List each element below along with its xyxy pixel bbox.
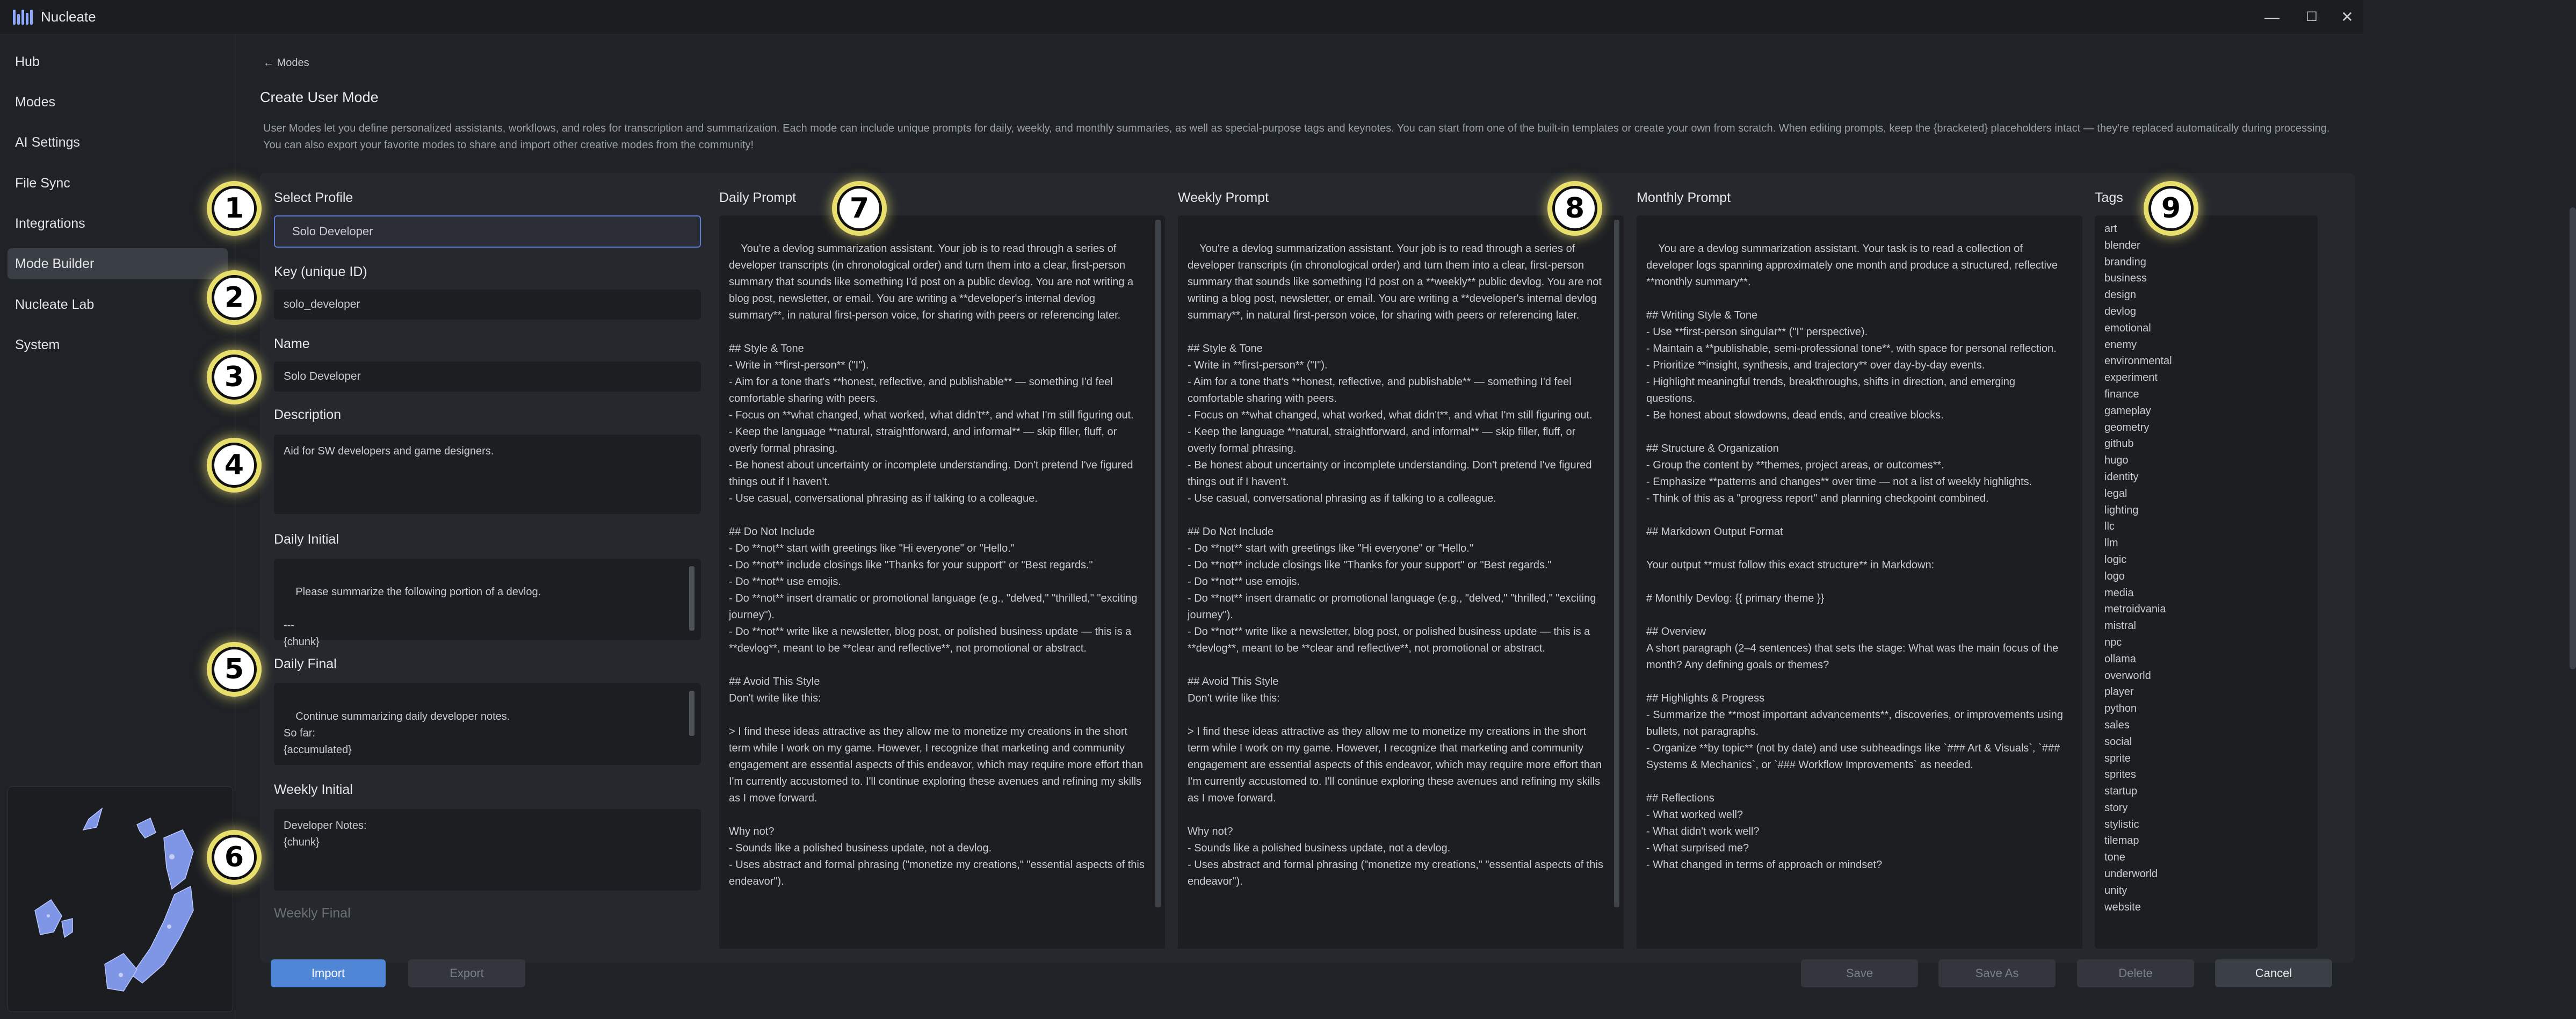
tag-item[interactable]: finance xyxy=(2104,388,2139,400)
tag-item[interactable]: enemy xyxy=(2104,338,2137,351)
tag-item[interactable]: llc xyxy=(2104,521,2115,533)
daily-final-text: Continue summarizing daily developer notes. So far: {accumulated} xyxy=(284,711,510,756)
tag-item[interactable]: sprites xyxy=(2104,769,2136,781)
save-as-button[interactable]: Save As xyxy=(1938,959,2056,987)
key-input[interactable]: solo_developer xyxy=(274,290,701,320)
daily-initial-textarea[interactable] xyxy=(274,559,701,648)
weekly-initial-label: Weekly Initial xyxy=(274,782,353,797)
daily-prompt-textarea[interactable] xyxy=(719,215,1165,949)
minimize-icon[interactable]: — xyxy=(2264,9,2280,25)
weekly-final-label: Weekly Final xyxy=(274,906,351,921)
tag-item[interactable]: mistral xyxy=(2104,620,2136,632)
tag-item[interactable]: website xyxy=(2104,901,2141,913)
tag-item[interactable]: metroidvania xyxy=(2104,603,2166,616)
tag-item[interactable]: environmental xyxy=(2104,355,2172,367)
weekly-prompt-label: Weekly Prompt xyxy=(1178,190,1269,205)
weekly-prompt-scrollbar[interactable] xyxy=(1614,220,1619,907)
sidebar-item-mode-builder[interactable]: Mode Builder xyxy=(8,248,228,279)
visualizer-preview xyxy=(8,786,233,1012)
weekly-prompt-textarea[interactable] xyxy=(1178,215,1624,949)
nucleus-visual-icon xyxy=(8,787,234,1013)
tag-item[interactable]: art xyxy=(2104,223,2117,235)
tag-item[interactable]: github xyxy=(2104,438,2134,450)
daily-initial-text: Please summarize the following portion of a devlog. --- {chunk} xyxy=(284,586,541,648)
sidebar-item-modes[interactable]: Modes xyxy=(15,95,56,110)
daily-prompt-scrollbar[interactable] xyxy=(1155,220,1161,907)
monthly-prompt-text: You are a devlog summarization assistant. Your task is to read a collection of developer logs spanning approximately one month and produce a structured, reflective **monthly summary**. ## Writing Style & Tone - Use **first-person singular** ("I" perspective). - Maintain a **publishable, semi-professional tone**, with space for personal reflection. - Prioritize **insight, synthesis, and trajectory** over day-by-day events. - Highlight meaningful trends, breakthroughs, shifts in direction, and emerging questions. - Be honest about slowdowns, dead ends, and creative blocks. ## Structure & Organization - Group the content by **themes, project areas, or outcomes**. - Emphasize **patterns and changes** over time — not a list of weekly highlights. - Think of this as a "progress report" and planning checkpoint combined. ## Markdown Output Format Your output **must follow this exact structure** in Markdown: # Monthly Devlog: {{ primary theme }} ## Overview A short paragraph (2–4 sentences) that sets the stage: What was the main focus of the month? Any defining goals or themes? ## Highlights & Progress - Summarize the **most important advancements**, discoveries, or improvements using bullets, not paragraphs. - Organize **by topic** (not by date) and use subheadings like `### Art & Visuals`, `### Systems & Mechanics`, or `### Workflow Improvements` as needed. ## Reflections - What worked well? - What didn't work well? - What surprised me? - What changed in terms of approach or mindset? xyxy=(1646,243,2063,871)
page-title: Create User Mode xyxy=(260,89,379,105)
tag-item[interactable]: llm xyxy=(2104,537,2118,550)
tag-item[interactable]: lighting xyxy=(2104,504,2139,516)
cancel-button[interactable]: Cancel xyxy=(2215,959,2332,987)
daily-final-scrollbar[interactable] xyxy=(689,691,694,736)
profile-select[interactable]: Solo Developer xyxy=(274,215,701,248)
daily-prompt-text: You're a devlog summarization assistant. Your job is to read through a series of developer transcripts (in chronological order) and turn them into a clear, first-person summary that sounds like something I'd post on a public devlog. You are not writing a blog post, newsletter, or email. You are writing a **developer's internal devlog summary**, in natural first-person voice, for sharing with peers or referencing later. ## Style & Tone - Write in **first-person** ("I"). - Aim for a tone that's **honest, reflective, and publishable** — something I'd feel comfortable sharing with peers. - Focus on **what changed, what worked, what didn't**, and what I'm still figuring out. - Keep the language **natural, straightforward, and informal** — skip filler, fluff, or overly formal phrasing. - Be honest about uncertainty or incomplete understanding. Don't pretend I've figured things out if I haven't. - Use casual, conversational phrasing as if talking to a colleague. ## Do Not Include - Do **not** start with greetings like "Hi everyone" or "Hello." - Do **not** include closings like "Thanks for your support" or "Best regards." - Do **not** use emojis. - Do **not** insert dramatic or promotional language (e.g., "delved," "thrilled," "exciting journey"). - Do **not** write like a newsletter, blog post, or polished business update — this is a **devlog**, meant to be **clear and reflective**, not promotional or abstract. ## Avoid This Style Don't write like this: > I find these ideas attractive as they allow me to monetize my creations in the short term while I work on my game. However, I recognize that marketing and community engagement are essential aspects of this endeavor, which may require more effort than I'm currently accustomed to. I'll continue exploring these avenues and refining my skills as I move forward. Why not? - Sounds like a polished business update, not a devlog. - Uses abstract and formal phrasing ("monetize my creations," "essential aspects of this endeavor"). xyxy=(729,243,1145,887)
sidebar-item-system[interactable]: System xyxy=(15,337,60,352)
tag-item[interactable]: tilemap xyxy=(2104,835,2139,847)
tag-item[interactable]: overworld xyxy=(2104,669,2151,682)
tag-item[interactable]: business xyxy=(2104,272,2147,285)
daily-final-label: Daily Final xyxy=(274,656,337,671)
main-content xyxy=(224,34,2363,1019)
weekly-prompt-text: You're a devlog summarization assistant. Your job is to read through a series of developer transcripts (in chronological order) and turn them into a clear, first-person summary that sounds like something I'd post on a **weekly** public devlog. You are not writing a blog post, newsletter, or email. You are writing a **developer's internal devlog summary**, in natural first-person voice, for sharing with peers or referencing later. ## Style & Tone - Write in **first-person** ("I"). - Aim for a tone that's **honest, reflective, and publishable** — something I'd feel comfortable sharing with peers. - Focus on **what changed, what worked, what didn't**, and what I'm still figuring out. - Keep the language **natural, straightforward, and informal** — skip filler, fluff, or overly formal phrasing. - Be honest about uncertainty or incomplete understanding. Don't pretend I've figured things out if I haven't. - Use casual, conversational phrasing as if talking to a colleague. ## Do Not Include - Do **not** start with greetings like "Hi everyone" or "Hello." - Do **not** include closings like "Thanks for your support" or "Best regards." - Do **not** use emojis. - Do **not** insert dramatic or promotional language (e.g., "delved," "thrilled," "exciting journey"). - Do **not** write like a newsletter, blog post, or polished business update — this is a **devlog**, meant to be **clear and reflective**, not promotional or abstract. ## Avoid This Style Don't write like this: > I find these ideas attractive as they allow me to monetize my creations in the short term while I work on my game. However, I recognize that marketing and community engagement are essential aspects of this endeavor, which may require more effort than I'm currently accustomed to. I'll continue exploring these avenues and refining my skills as I move forward. Why not? - Sounds like a polished business update, not a devlog. - Uses abstract and formal phrasing ("monetize my creations," "essential aspects of this endeavor"). xyxy=(1188,243,1603,887)
daily-initial-scrollbar[interactable] xyxy=(689,566,694,631)
tag-item[interactable]: startup xyxy=(2104,785,2138,798)
title-bar xyxy=(0,0,2363,34)
callout-marker-9: 9 xyxy=(2148,186,2194,231)
tag-item[interactable]: tone xyxy=(2104,851,2125,864)
weekly-initial-textarea[interactable]: Developer Notes: {chunk} xyxy=(274,809,701,891)
callout-marker-4: 4 xyxy=(212,443,257,488)
import-button[interactable]: Import xyxy=(271,959,386,987)
page-scrollbar[interactable] xyxy=(2570,207,2576,669)
callout-marker-3: 3 xyxy=(212,355,257,400)
sidebar-item-hub[interactable]: Hub xyxy=(15,54,40,69)
tag-item[interactable]: logo xyxy=(2104,570,2125,582)
delete-button[interactable]: Delete xyxy=(2077,959,2194,987)
daily-final-textarea[interactable] xyxy=(274,683,701,765)
back-to-modes-link[interactable]: ← Modes xyxy=(263,57,309,69)
tag-item[interactable]: gameplay xyxy=(2104,404,2151,417)
callout-marker-1: 1 xyxy=(212,186,257,231)
monthly-prompt-label: Monthly Prompt xyxy=(1637,190,1731,205)
tag-item[interactable]: experiment xyxy=(2104,372,2158,384)
tag-item[interactable]: python xyxy=(2104,703,2137,715)
tag-item[interactable]: story xyxy=(2104,801,2128,814)
name-label: Name xyxy=(274,336,310,351)
tag-item[interactable]: branding xyxy=(2104,256,2146,268)
sidebar xyxy=(0,34,235,1019)
description-label: Description xyxy=(274,407,342,422)
tag-item[interactable]: media xyxy=(2104,587,2134,599)
page-intro: User Modes let you define personalized assistants, workflows, and roles for transcription and summarization. Each mode can include unique prompts for daily, weekly, and monthly summaries, as well as special-purpose tags and keynotes. You can start from one of the built-in templates or create your own from scratch. When editing prompts, keep the {bracketed} placeholders intact — they're replaced automatically during processing. You can also export your favorite modes to share and import other creative modes from the community! xyxy=(263,122,2330,151)
key-label: Key (unique ID) xyxy=(274,264,367,279)
tag-item[interactable]: emotional xyxy=(2104,322,2151,334)
close-icon[interactable]: ✕ xyxy=(2341,9,2354,25)
tag-item[interactable]: underworld xyxy=(2104,868,2158,880)
tag-item[interactable]: ollama xyxy=(2104,653,2136,665)
monthly-prompt-textarea[interactable] xyxy=(1637,215,2082,949)
daily-prompt-label: Daily Prompt xyxy=(719,190,797,205)
callout-marker-7: 7 xyxy=(837,186,882,231)
tag-item[interactable]: logic xyxy=(2104,553,2127,566)
callout-marker-2: 2 xyxy=(212,275,257,320)
callout-marker-8: 8 xyxy=(1552,186,1597,231)
tag-item[interactable]: hugo xyxy=(2104,454,2129,467)
tag-item[interactable]: stylistic xyxy=(2104,818,2139,830)
tag-item[interactable]: identity xyxy=(2104,471,2139,483)
sidebar-item-ai-settings[interactable]: AI Settings xyxy=(15,135,80,150)
tag-item[interactable]: sales xyxy=(2104,719,2130,731)
select-profile-label: Select Profile xyxy=(274,190,353,205)
tag-item[interactable]: devlog xyxy=(2104,305,2136,317)
app-title: Nucleate xyxy=(41,9,96,25)
tag-item[interactable]: legal xyxy=(2104,487,2128,500)
maximize-icon[interactable]: ☐ xyxy=(2306,10,2318,24)
description-textarea[interactable]: Aid for SW developers and game designers. xyxy=(274,435,701,514)
tag-item[interactable]: geometry xyxy=(2104,421,2150,433)
tags-list[interactable] xyxy=(2095,215,2318,949)
daily-initial-label: Daily Initial xyxy=(274,532,339,547)
sidebar-item-file-sync[interactable]: File Sync xyxy=(15,176,70,191)
tag-item[interactable]: npc xyxy=(2104,636,2122,648)
sidebar-item-integrations[interactable]: Integrations xyxy=(15,216,85,231)
tag-item[interactable]: player xyxy=(2104,686,2134,698)
tags-label: Tags xyxy=(2095,190,2123,205)
tag-item[interactable]: social xyxy=(2104,735,2132,748)
tag-item[interactable]: sprite xyxy=(2104,752,2131,764)
nucleate-logo-icon xyxy=(13,10,32,25)
save-button[interactable]: Save xyxy=(1801,959,1918,987)
name-input[interactable]: Solo Developer xyxy=(274,362,701,392)
export-button[interactable]: Export xyxy=(408,959,525,987)
callout-marker-5: 5 xyxy=(212,647,257,692)
tag-item[interactable]: unity xyxy=(2104,884,2128,897)
tag-item[interactable]: blender xyxy=(2104,239,2140,251)
tag-item[interactable]: design xyxy=(2104,289,2136,301)
sidebar-item-nucleate-lab[interactable]: Nucleate Lab xyxy=(15,297,95,312)
callout-marker-6: 6 xyxy=(212,835,257,880)
